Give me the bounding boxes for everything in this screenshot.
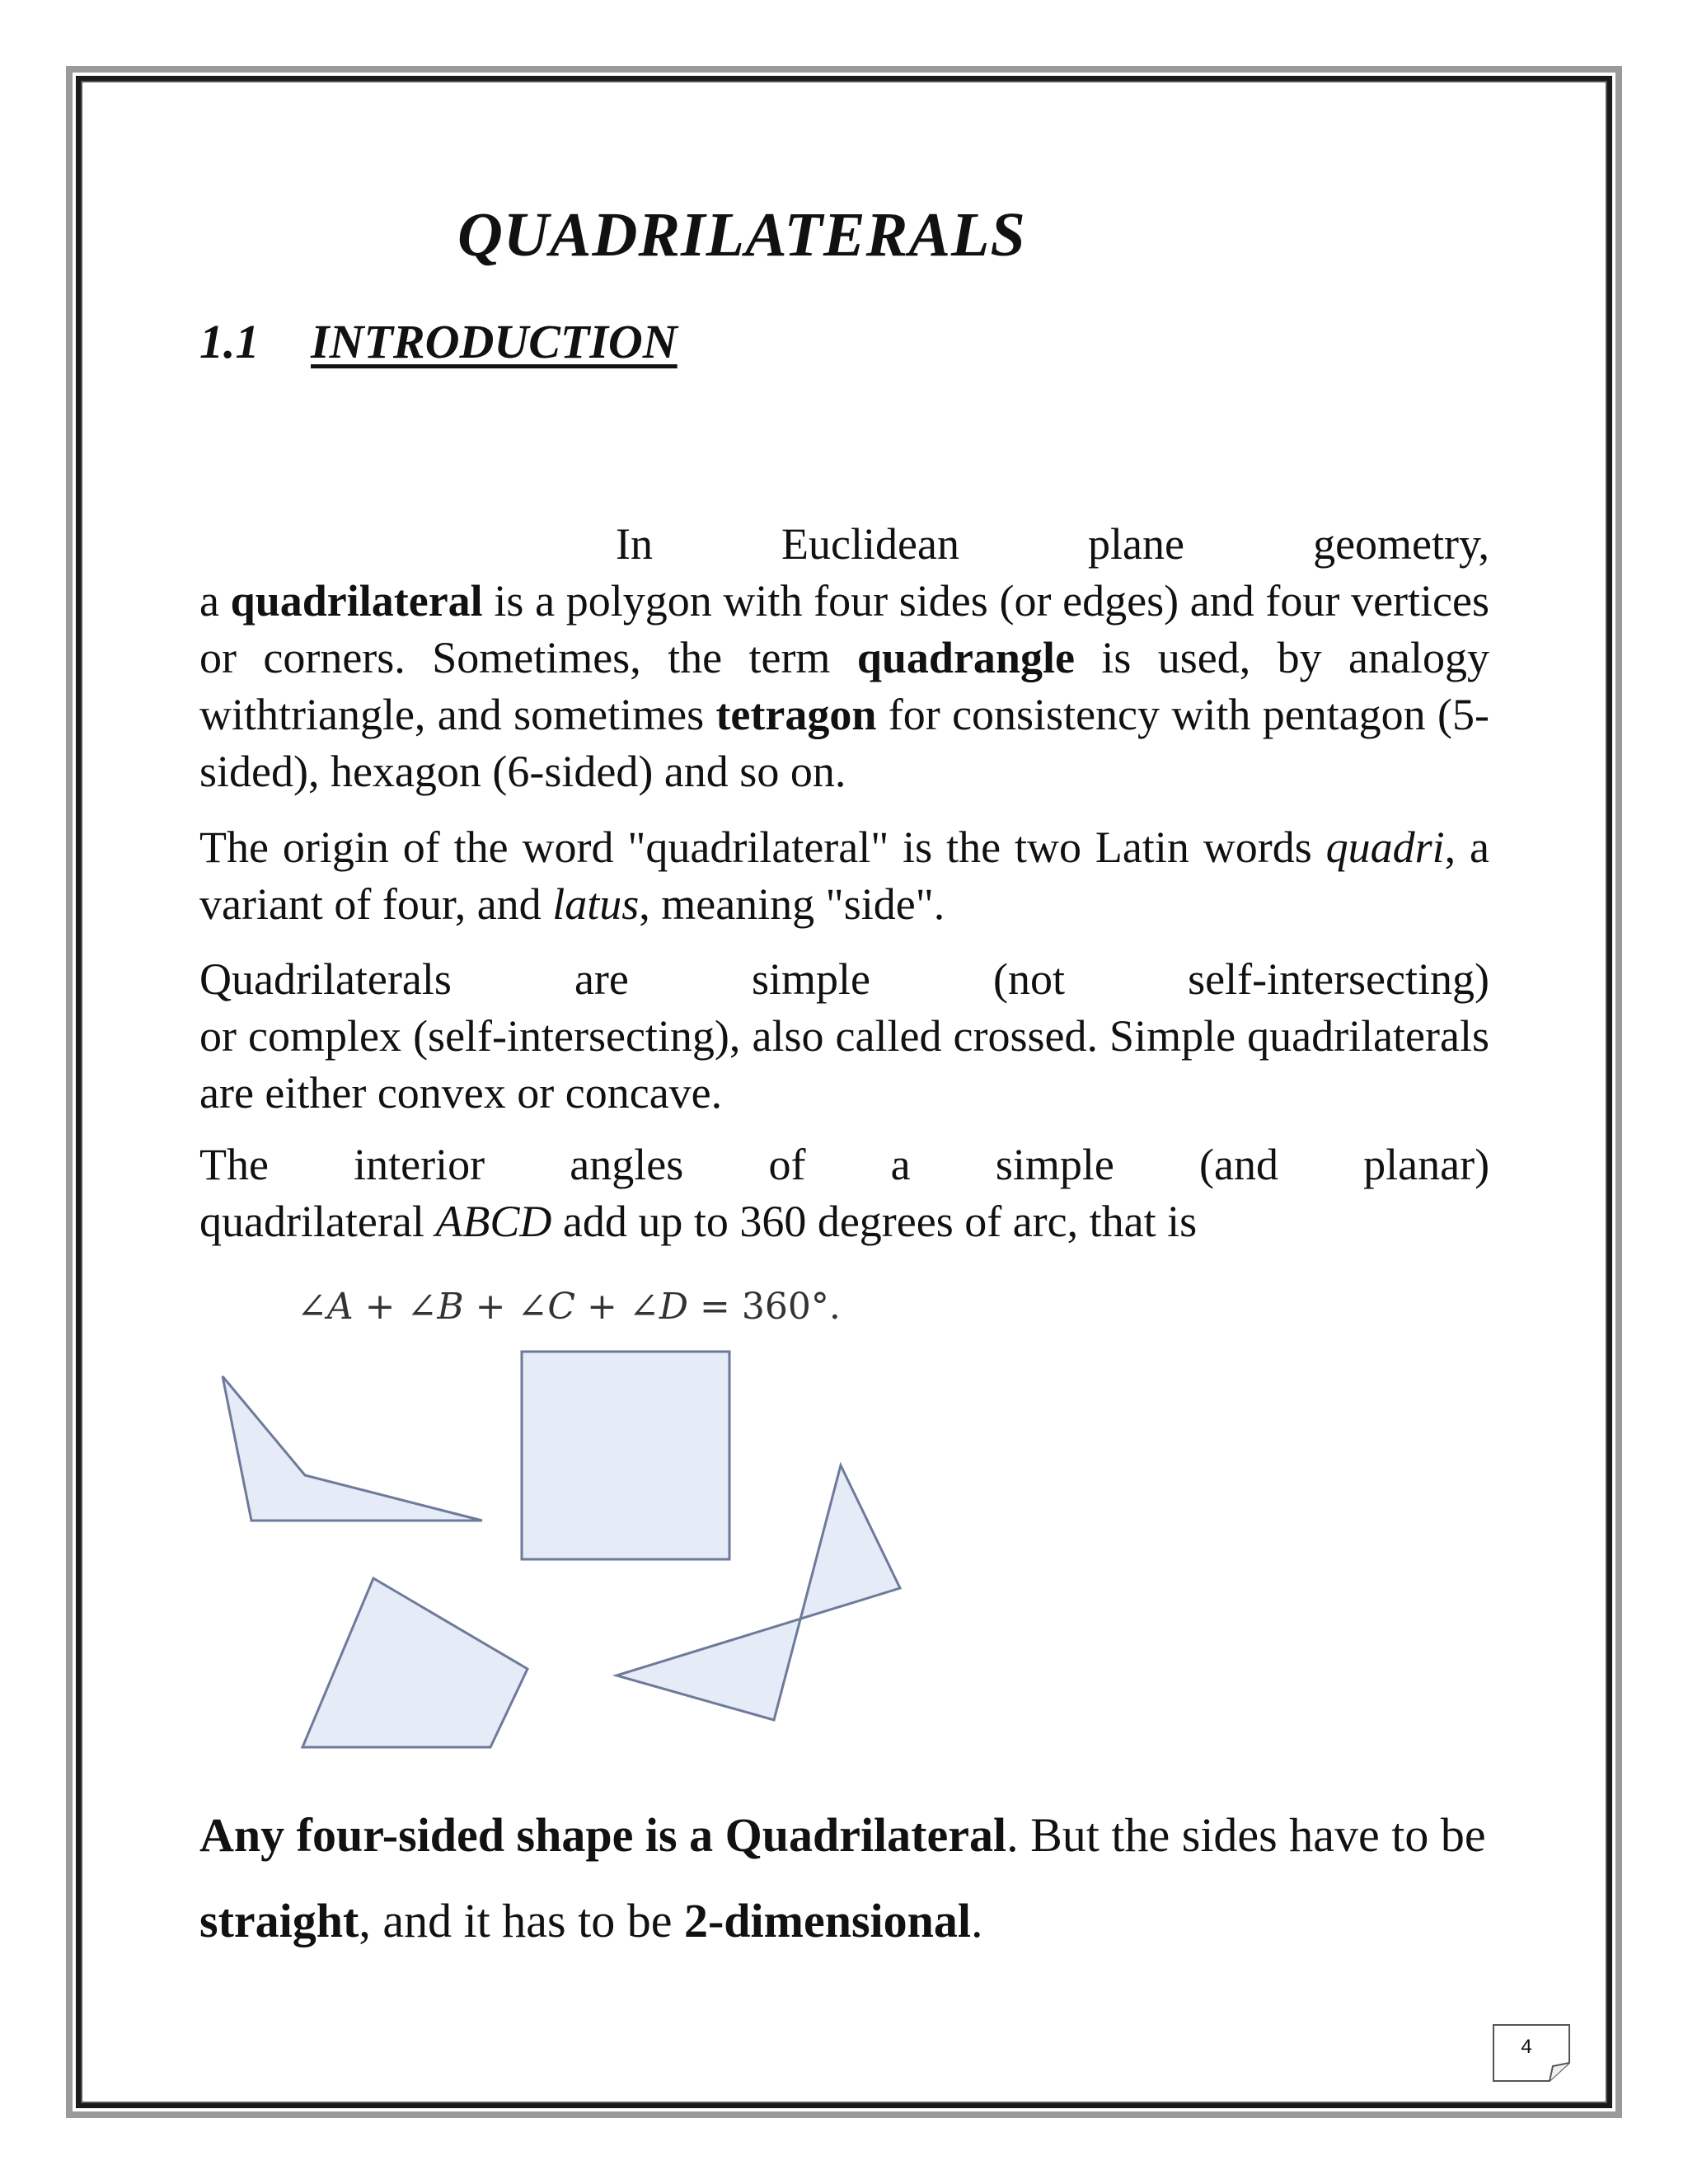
keyword-straight: straight (199, 1894, 359, 1947)
text-run: . (971, 1894, 983, 1947)
quadrilateral-figure (190, 1331, 931, 1776)
page-number: 4 (1521, 2036, 1532, 2058)
keyword-2-dimensional: 2-dimensional (683, 1894, 972, 1947)
concave-quadrilateral-shape (223, 1376, 482, 1521)
paragraph-first-line (199, 951, 1489, 1008)
text-run: angles of (570, 1140, 806, 1189)
angle-sum-formula (297, 1286, 841, 1328)
paragraph-first-line (199, 516, 1489, 573)
text-run: for consistency with pentagon (5-sided), hexagon (6-sided) and so on. (199, 690, 1489, 796)
section-number: 1.1 (199, 315, 260, 368)
text-run: a (890, 1140, 911, 1189)
formula-equals: = (688, 1286, 742, 1328)
text-run: add up to 360 degrees of arc, that is (551, 1197, 1198, 1246)
text-run: , and it has to be (359, 1894, 684, 1947)
text-run: a (199, 576, 231, 626)
text-run: The interior (199, 1140, 485, 1189)
section-label: INTRODUCTION (311, 315, 678, 368)
text-run: is a polygon with four sides (or edges) and four vertices or corners. Sometimes, the term (199, 576, 1489, 682)
text-run: Quadrilaterals (199, 954, 452, 1004)
page-number-box (1492, 2023, 1571, 2083)
text-run: In Euclidean (616, 519, 959, 569)
convex-quadrilateral-shape (302, 1578, 528, 1747)
text-run: self-intersecting) (1188, 954, 1489, 1004)
term-quadrilateral: quadrilateral (230, 576, 483, 626)
formula-lhs: ∠A + ∠B + ∠C + ∠D (297, 1286, 689, 1328)
paragraph-definition (199, 516, 1489, 800)
text-run: . But the sides have to be (1006, 1808, 1486, 1862)
paragraph-body (199, 573, 1489, 800)
term-quadrangle: quadrangle (856, 633, 1075, 682)
term-tetragon: tetragon (715, 690, 877, 739)
text-run: , meaning "side". (639, 879, 945, 929)
paragraph-body: or complex (self-intersecting), also called crossed. Simple quadrilaterals are either convex or concave. (199, 1011, 1489, 1118)
paragraph-types (199, 951, 1489, 1122)
text-run: plane (1088, 519, 1184, 569)
section-heading (199, 313, 678, 371)
key-statement: Any four-sided shape is a Quadrilateral (199, 1808, 1007, 1862)
square-shape (522, 1352, 729, 1559)
text-run: geometry, (1313, 519, 1489, 569)
text-run: , a variant of four, and (199, 823, 1490, 929)
formula-rhs: 360°. (741, 1286, 841, 1328)
document-title: QUADRILATERALS (457, 200, 1026, 269)
text-run: planar) (1363, 1140, 1490, 1189)
text-run: simple (995, 1140, 1114, 1189)
paragraph-first-line (199, 1137, 1489, 1193)
text-run: (and (1199, 1140, 1278, 1189)
closing-statement (199, 1793, 1518, 1964)
paragraph-angles (199, 1137, 1489, 1250)
latin-word-quadri: quadri (1325, 823, 1445, 872)
latin-word-latus: latus (552, 879, 640, 929)
text-run: quadrilateral (199, 1197, 436, 1246)
text-run: are simple (not (574, 954, 1066, 1004)
paragraph-origin (199, 819, 1489, 933)
text-run: The origin of the word "quadrilateral" is the two Latin words (199, 823, 1326, 872)
quadrilateral-name: ABCD (435, 1197, 552, 1246)
text-run: is used, by analogy withtriangle, and sometimes (199, 633, 1489, 739)
paragraph-body (199, 1193, 1489, 1250)
